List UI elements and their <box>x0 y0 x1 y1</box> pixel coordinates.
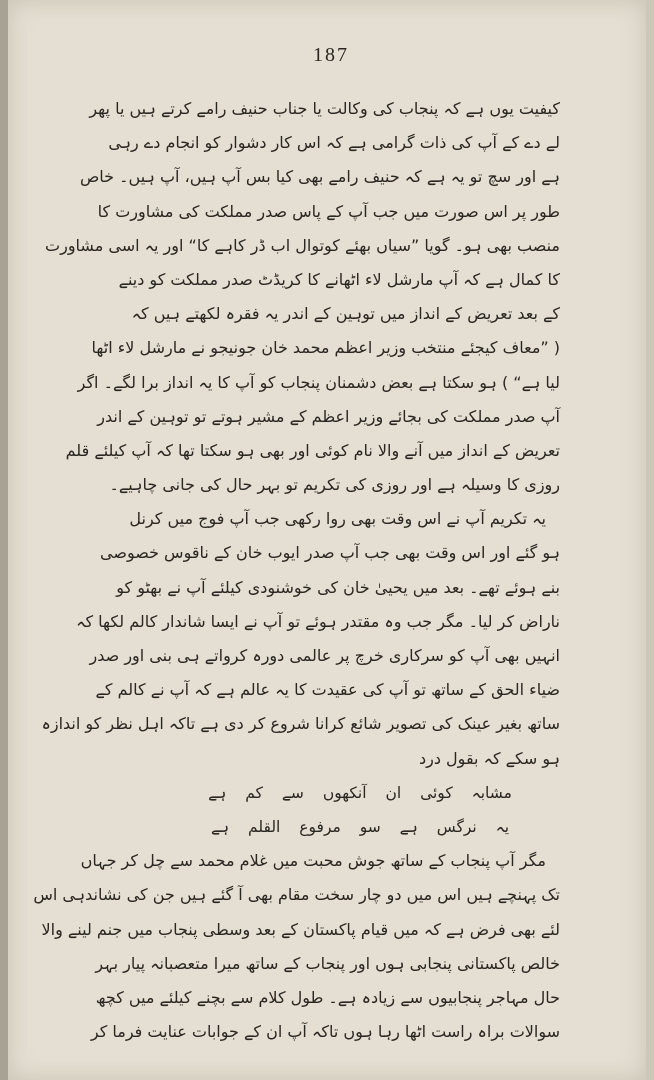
text-line: لے دے کے آپ کی ذات گرامی ہے کہ اس کار دشوار کو انجام دے رہی <box>108 133 560 153</box>
text-line: ضیاء الحق کے ساتھ تو آپ کی عقیدت کا یہ عالم ہے کہ آپ نے کالم کے <box>95 680 560 700</box>
text-line: کے بعد تعریض کے انداز میں توہین کے اندر یہ فقرہ لکھتے ہیں کہ <box>131 304 560 324</box>
text-line: روزی کا وسیلہ ہے اور روزی کی تکریم تو بہر حال کی جانی چاہیے۔ <box>109 475 560 495</box>
text-line: سوالات براہ راست اٹھا رہا ہوں تاکہ آپ ان کے جوابات عنایت فرما کر <box>90 1022 560 1042</box>
text-line: ہے اور سچ تو یہ ہے کہ حنیف رامے بھی کیا بس آپ ہیں، آپ ہیں۔ خاص <box>79 167 560 187</box>
text-line: لیا ہے“ ) ہو سکتا ہے بعض دشمنان پنجاب کو آپ کا یہ انداز برا لگے۔ اگر <box>77 372 560 392</box>
text-line: تک پہنچے ہیں اس میں دو چار سخت مقام بھی آ گئے ہیں جن کی نشاندہی اس <box>33 885 560 905</box>
text-line: خالص پاکستانی پنجابی ہوں اور پنجاب کے ساتھ میرا متعصبانہ پیار بہر <box>95 953 560 973</box>
page-number: 187 <box>313 44 349 66</box>
body-text <box>33 92 560 1049</box>
text-line: یہ تکریم آپ نے اس وقت بھی روا رکھی جب آپ فوج میں کرنل <box>129 509 546 529</box>
text-line: ہو سکے کہ بقول درد <box>418 748 560 768</box>
text-line: تعریض کے انداز میں آنے والا نام کوئی اور بھی ہو سکتا تھا کہ آپ کیلئے قلم <box>65 440 560 460</box>
verse-line: مشابہ کوئی ان آنکھوں سے کم ہے <box>208 783 512 802</box>
text-line: انہیں بھی آپ کو سرکاری خرچ پر عالمی دورہ کرواتے ہی بنی اور صدر <box>89 646 560 665</box>
text-line: لئے بھی فرض ہے کہ میں قیام پاکستان کے بعد وسطی پنجاب میں جنم لینے والا <box>41 919 560 939</box>
text-line: کا کمال ہے کہ آپ مارشل لاء اٹھانے کا کریڈٹ صدر مملکت کو دینے <box>118 269 560 289</box>
text-line: منصب بھی ہو۔ گویا ”سیاں بھئے کوتوال اب ڈر کاہے کا“ اور یہ اسی مشاورت <box>45 235 560 255</box>
text-line: آپ صدر مملکت کی بجائے وزیر اعظم کے مشیر ہوتے تو توہین کے اندر <box>97 406 560 426</box>
text-line: ناراض کر لیا۔ مگر جب وہ مقتدر ہوئے تو آپ نے ایسا شاندار کالم لکھا کہ <box>76 611 560 631</box>
text-line: مگر آپ پنجاب کے ساتھ جوش محبت میں غلام محمد سے چل کر جہاں <box>80 851 546 871</box>
verse-line: یہ نرگس ہے سو مرفوع القلم ہے <box>210 817 510 836</box>
text-line: کیفیت یوں ہے کہ پنجاب کی وکالت یا جناب حنیف رامے کرتے ہیں یا پھر <box>89 99 560 118</box>
text-line: ساتھ بغیر عینک کی تصویر شائع کرانا شروع کر دی ہے تاکہ اہل نظر کو اندازہ <box>41 714 560 734</box>
text-line: طور پر اس صورت میں جب آپ کے پاس صدر مملکت کی مشاورت کا <box>97 201 560 221</box>
text-line: ہو گئے اور اس وقت بھی جب آپ صدر ایوب خان کے ناقوس خصوصی <box>100 543 560 563</box>
text-line: حال مہاجر پنجابیوں سے زیادہ ہے۔ طول کلام سے بچنے کیلئے میں کچھ <box>95 987 560 1007</box>
text-line: ( ”معاف کیجئے منتخب وزیر اعظم محمد خان جونیجو نے مارشل لاء اٹھا <box>91 338 560 358</box>
text-line: بنے ہوئے تھے۔ بعد میں یحییٰ خان کی خوشنودی کیلئے آپ نے بھٹو کو <box>116 577 560 597</box>
